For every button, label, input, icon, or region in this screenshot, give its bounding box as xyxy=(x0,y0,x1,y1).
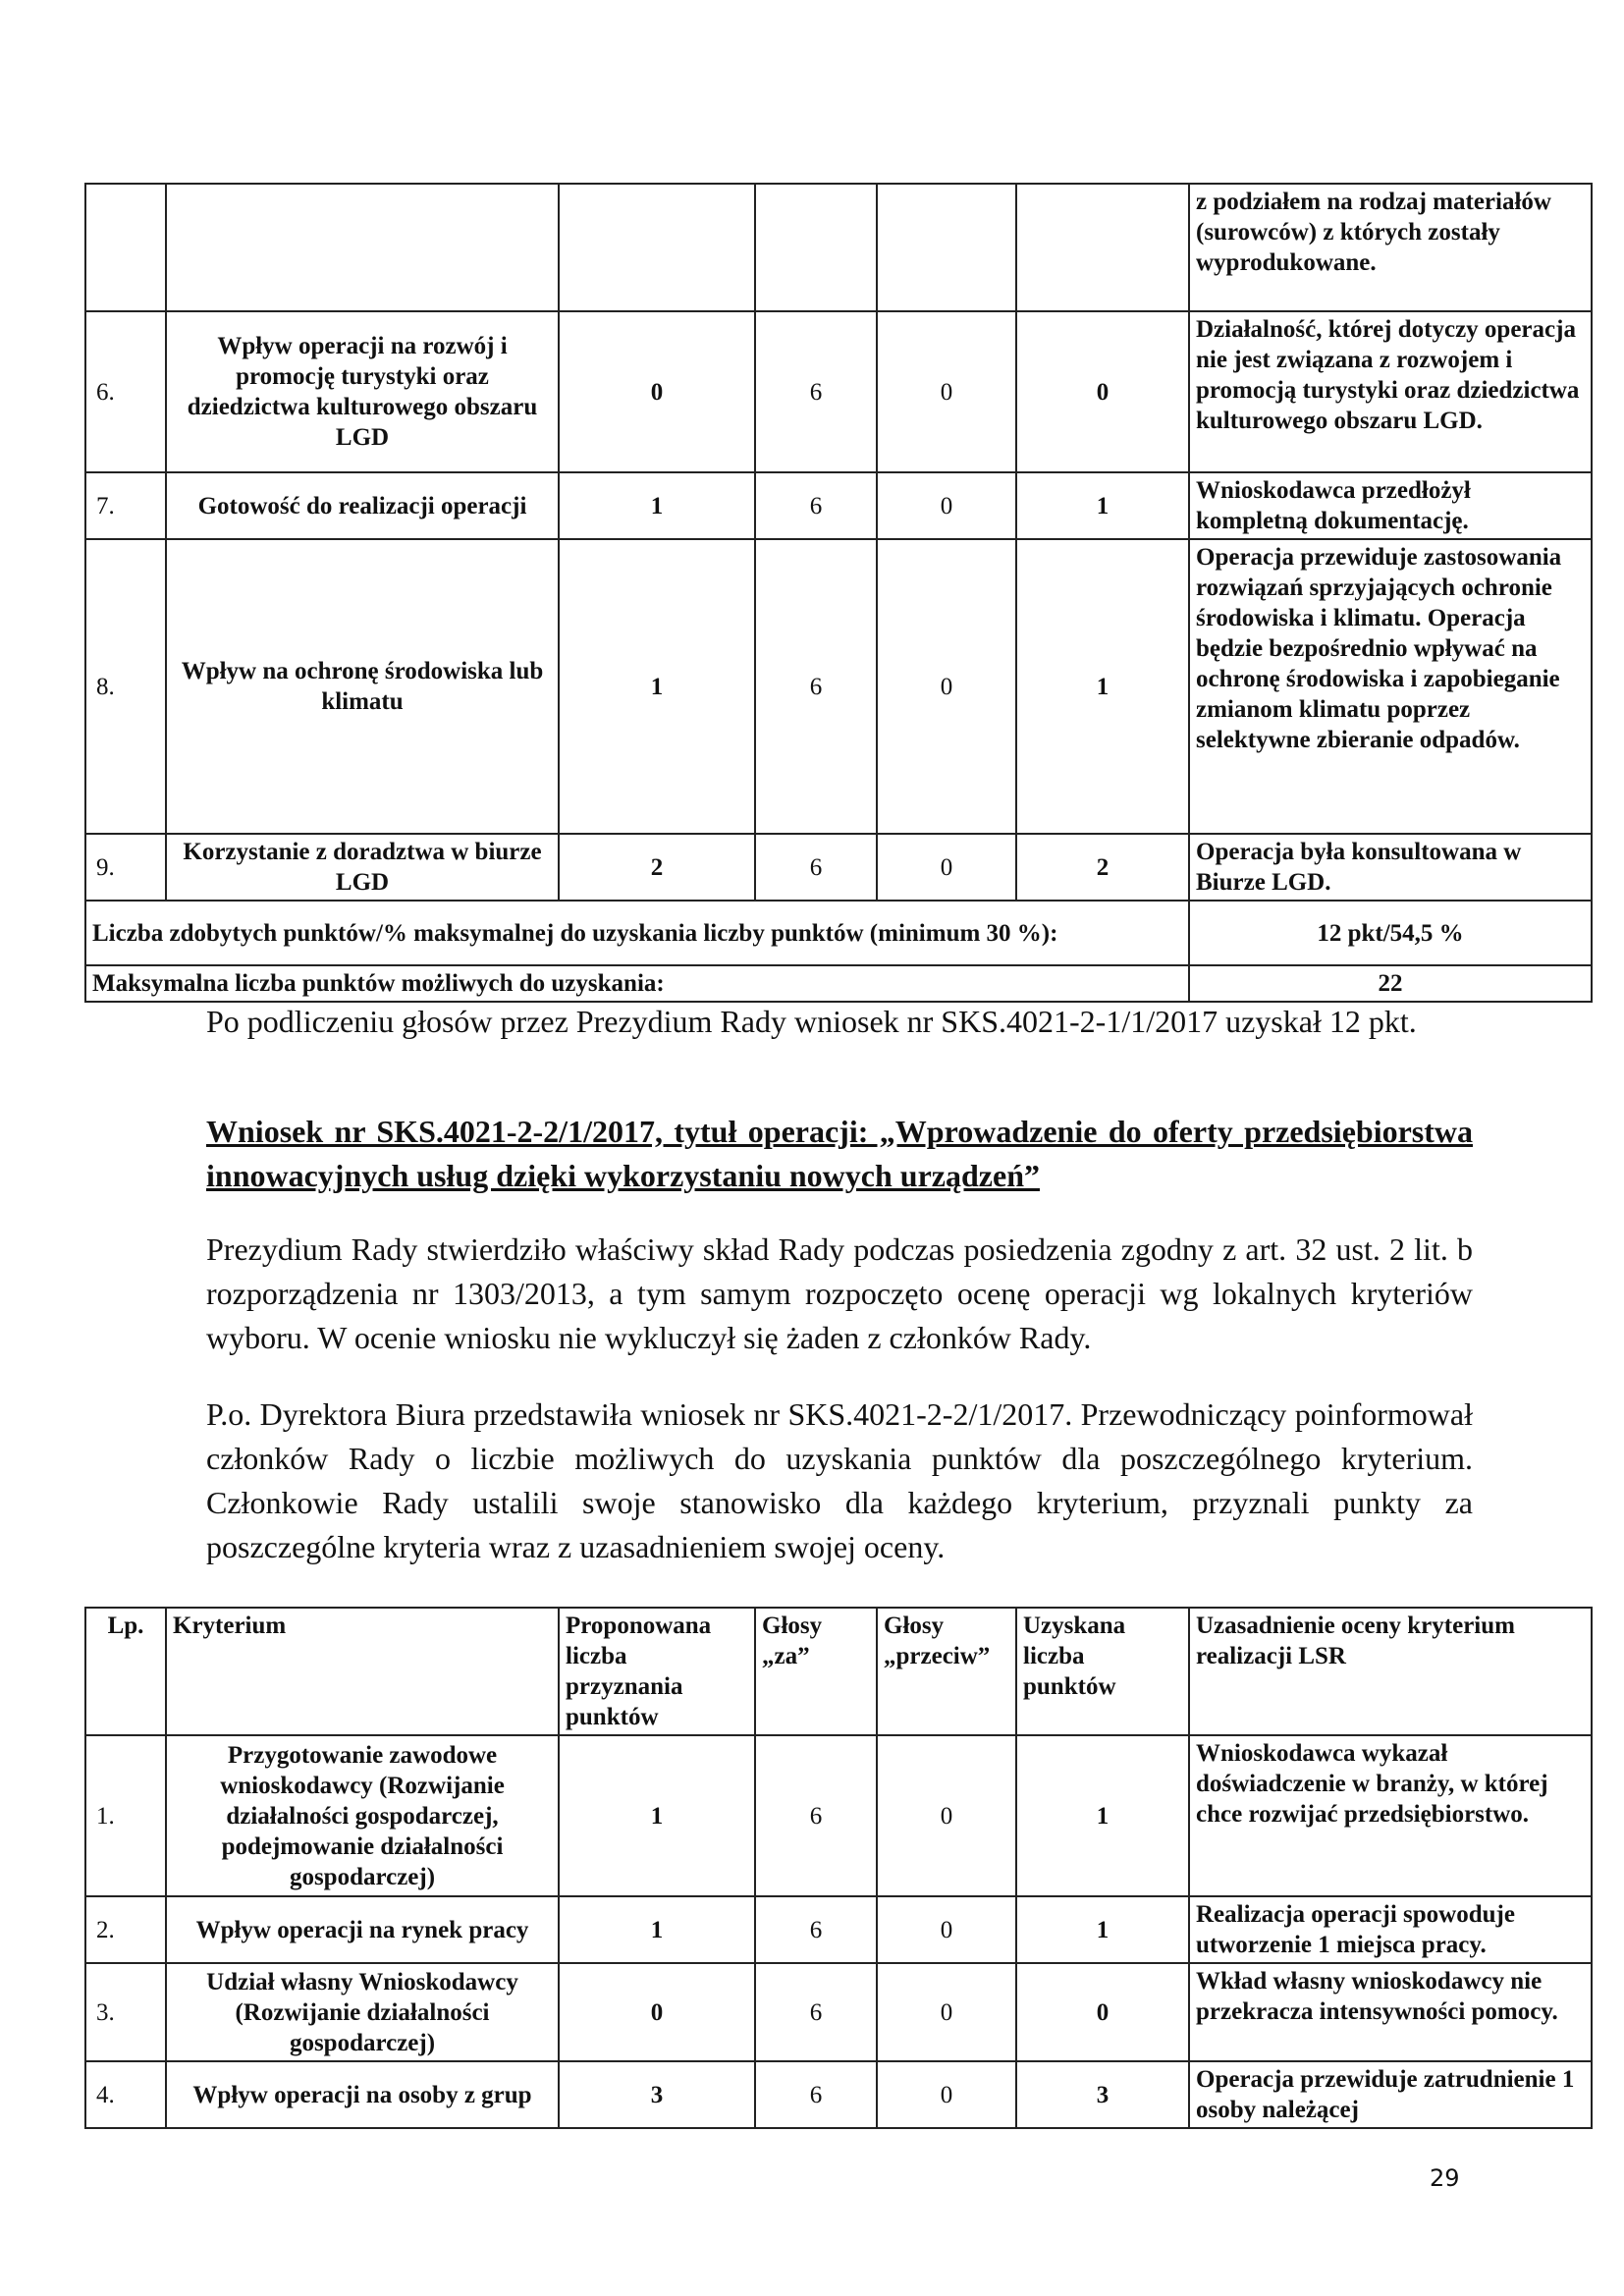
criterion-cell: Korzystanie z doradztwa w biurze LGD xyxy=(166,834,559,901)
justification-cell: Operacja przewiduje zatrudnienie 1 osoby należącej xyxy=(1189,2061,1592,2128)
paragraph-presentation: P.o. Dyrektora Biura przedstawiła wniosek nr SKS.4021-2-2/1/2017. Przewodniczący poinformował członków Rady o liczbie możliwych do uzyskania punktów dla poszczególnego kryterium. Członkowie Rady ustalili swoje stanowisko dla każdego kryterium, przyznali punkty za poszczególne kryteria wraz z uzasadnieniem swojej oceny. xyxy=(206,1396,1473,1564)
table-row: 9. Korzystanie z doradztwa w biurze LGD 2 6 0 2 Operacja była konsultowana w Biurze LGD. xyxy=(85,834,1592,901)
summary-row xyxy=(85,901,1592,965)
justification-cell: Wnioskodawca wykazał doświadczenie w branży, w której chce rozwijać przedsiębiorstwo. xyxy=(1189,1735,1592,1896)
table-row: 7. Gotowość do realizacji operacji 1 6 0 1 Wnioskodawca przedłożył kompletną dokumentację. xyxy=(85,472,1592,539)
max-points-label: Maksymalna liczba punktów możliwych do uzyskania: xyxy=(85,965,1189,1002)
table-row: 2. Wpływ operacji na rynek pracy 1 6 0 1 Realizacja operacji spowoduje utworzenie 1 miejsca pracy. xyxy=(85,1896,1592,1963)
criteria-table xyxy=(84,1607,1593,2129)
header-votes-against: Głosy „przeciw” xyxy=(877,1608,1016,1735)
application-title: Wniosek nr SKS.4021-2-2/1/2017, tytuł operacji: „Wprowadzenie do oferty przedsiębiorstwa innowacyjnych usług dzięki wykorzystaniu nowych urządzeń” xyxy=(206,1114,1473,1193)
summary-label: Liczba zdobytych punktów/% maksymalnej do uzyskania liczby punktów (minimum 30 %): xyxy=(85,901,1189,965)
header-justification: Uzasadnienie oceny kryterium realizacji LSR xyxy=(1189,1608,1592,1735)
table-row: 4. Wpływ operacji na osoby z grup 3 6 0 3 Operacja przewiduje zatrudnienie 1 osoby należącej xyxy=(85,2061,1592,2128)
table-row: 1. Przygotowanie zawodowe wnioskodawcy (Rozwijanie działalności gospodarczej, podejmowanie działalności gospodarczej) 1 6 0 1 Wnioskodawca wykazał doświadczenie w branży, w której chce rozwijać przedsiębiorstwo. xyxy=(85,1735,1592,1896)
table-row: 8. Wpływ na ochronę środowiska lub klimatu 1 6 0 1 Operacja przewiduje zastosowania rozwiązań sprzyjających ochronie środowiska i klimatu. Operacja będzie bezpośrednio wpływać na ochronę środowiska i zapobieganie zmianom klimatu poprzez selektywne zbieranie odpadów. xyxy=(85,539,1592,834)
table-row: 3. Udział własny Wnioskodawcy (Rozwijanie działalności gospodarczej) 0 6 0 0 Wkład własny wnioskodawcy nie przekracza intensywności pomocy. xyxy=(85,1963,1592,2061)
table-header-row xyxy=(85,1608,1592,1735)
table-row xyxy=(85,184,1592,311)
result-paragraph: Po podliczeniu głosów przez Prezydium Rady wniosek nr SKS.4021-2-1/1/2017 uzyskał 12 pkt. xyxy=(206,1004,1417,1039)
header-result: Uzyskana liczba punktów xyxy=(1016,1608,1189,1735)
header-votes-for: Głosy „za” xyxy=(755,1608,877,1735)
page-number: 29 xyxy=(1430,2164,1460,2192)
max-points-value: 22 xyxy=(1189,965,1592,1002)
header-lp: Lp. xyxy=(85,1608,166,1735)
table-row: 6. Wpływ operacji na rozwój i promocję turystyki oraz dziedzictwa kulturowego obszaru LGD 0 6 0 0 Działalność, której dotyczy operacja nie jest związana z rozwojem i promocją turystyki oraz dziedzictwa kulturowego obszaru LGD. xyxy=(85,311,1592,472)
justification-cell: Realizacja operacji spowoduje utworzenie 1 miejsca pracy. xyxy=(1189,1896,1592,1963)
justification-cell: Operacja była konsultowana w Biurze LGD. xyxy=(1189,834,1592,901)
criteria-table-continued xyxy=(84,183,1593,1003)
criterion-cell: Wpływ operacji na rozwój i promocję turystyki oraz dziedzictwa kulturowego obszaru LGD xyxy=(166,311,559,472)
criterion-cell: Wpływ operacji na rynek pracy xyxy=(166,1896,559,1963)
justification-cell: Wnioskodawca przedłożył kompletną dokumentację. xyxy=(1189,472,1592,539)
justification-cell: z podziałem na rodzaj materiałów (surowców) z których zostały wyprodukowane. xyxy=(1189,184,1592,311)
criterion-cell: Wpływ na ochronę środowiska lub klimatu xyxy=(166,539,559,834)
header-proposed: Proponowana liczba przyznania punktów xyxy=(559,1608,755,1735)
max-points-row xyxy=(85,965,1592,1002)
criterion-cell: Udział własny Wnioskodawcy (Rozwijanie działalności gospodarczej) xyxy=(166,1963,559,2061)
criterion-cell: Gotowość do realizacji operacji xyxy=(166,472,559,539)
justification-cell: Działalność, której dotyczy operacja nie jest związana z rozwojem i promocją turystyki oraz dziedzictwa kulturowego obszaru LGD. xyxy=(1189,311,1592,472)
summary-value: 12 pkt/54,5 % xyxy=(1189,901,1592,965)
justification-cell: Operacja przewiduje zastosowania rozwiązań sprzyjających ochronie środowiska i klimatu. Operacja będzie bezpośrednio wpływać na ochronę środowiska i zapobieganie zmianom klimatu poprzez selektywne zbieranie odpadów. xyxy=(1189,539,1592,834)
criterion-cell: Wpływ operacji na osoby z grup xyxy=(166,2061,559,2128)
header-criterion: Kryterium xyxy=(166,1608,559,1735)
justification-cell: Wkład własny wnioskodawcy nie przekracza intensywności pomocy. xyxy=(1189,1963,1592,2061)
paragraph-composition: Prezydium Rady stwierdziło właściwy skład Rady podczas posiedzenia zgodny z art. 32 ust. 2 lit. b rozporządzenia nr 1303/2013, a tym samym rozpoczęto ocenę operacji wg lokalnych kryteriów wyboru. W ocenie wniosku nie wykluczył się żaden z członków Rady. xyxy=(206,1231,1473,1355)
criterion-cell: Przygotowanie zawodowe wnioskodawcy (Rozwijanie działalności gospodarczej, podejmowanie działalności gospodarczej) xyxy=(166,1735,559,1896)
